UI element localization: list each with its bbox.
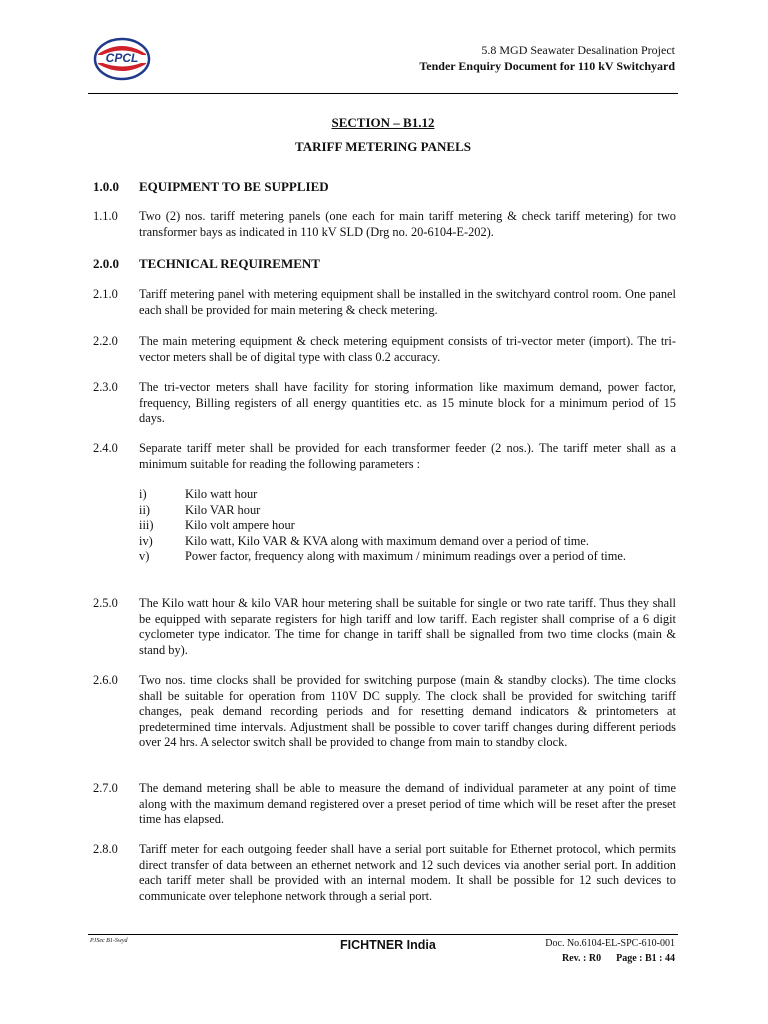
clause-2-4-0	[93, 441, 676, 472]
clause-number: 2.3.0	[93, 380, 118, 394]
clause-number: 2.1.0	[93, 287, 118, 301]
list-item-text: Kilo volt ampere hour	[185, 518, 295, 533]
clause-text: Tariff meter for each outgoing feeder shall have a serial port suitable for Ethernet protocol, which permits direct transfer of data between an ethernet network and 12 such devices via another serial port. In addition each tariff meter shall be provided with an internal modem. It shall be possible for 12 such devices to communicate over telephone network through a serial port.	[139, 842, 676, 903]
list-item	[139, 487, 669, 503]
clause-text: The Kilo watt hour & kilo VAR hour metering shall be suitable for single or two rate tariff. Thus they shall be equipped with separate registers for high tariff and low tariff. Each register shall comprise of a 6 digit cyclometer type indicator. The time for change in tariff shall be signalled from two time clocks (main & stand by).	[139, 596, 676, 657]
list-item	[139, 534, 669, 550]
parameter-list	[139, 487, 669, 565]
clause-2-1-0	[93, 287, 676, 318]
clause-2-7-0	[93, 781, 676, 828]
clause-text: Tariff metering panel with metering equipment shall be installed in the switchyard control room. One panel each shall be provided for main metering & check metering.	[139, 287, 676, 317]
clause-text: The main metering equipment & check metering equipment consists of tri-vector meter (import). The tri-vector meters shall be of digital type with class 0.2 accuracy.	[139, 334, 676, 364]
clause-number: 2.7.0	[93, 781, 118, 795]
list-item	[139, 503, 669, 519]
clause-number: 1.1.0	[93, 209, 118, 223]
footer-divider	[88, 934, 678, 935]
logo-text: CPCL	[105, 51, 139, 65]
clause-2-3-0	[93, 380, 676, 427]
clause-2-8-0	[93, 842, 676, 904]
list-item-text: Kilo VAR hour	[185, 502, 261, 517]
section-title: SECTION – B1.12	[331, 115, 435, 130]
clause-number: 2.8.0	[93, 842, 118, 856]
clause-1-1-0	[93, 209, 676, 240]
clause-text: Two nos. time clocks shall be provided for switching purpose (main & standby clocks). The time clocks shall be suitable for operation from 110V DC supply. The clock shall be provided for switching tariff changes, peak demand recording periods and for resetting demand indicators & printometers at predetermined time intervals. Adjustment shall be possible to cover tariff changes during different periods over 24 hrs. A selector switch shall be provided to change from main to standby clock.	[139, 673, 676, 750]
heading-number: 1.0.0	[93, 179, 119, 194]
list-item-number: v)	[139, 549, 150, 564]
clause-text: Separate tariff meter shall be provided for each transformer feeder (2 nos.). The tariff meter shall as a minimum suitable for reading the following parameters :	[139, 441, 676, 471]
list-item	[139, 518, 669, 534]
list-item-number: iii)	[139, 518, 154, 533]
page-header	[0, 0, 768, 100]
list-item-number: i)	[139, 487, 147, 501]
heading-text: EQUIPMENT TO BE SUPPLIED	[139, 179, 329, 194]
clause-text: Two (2) nos. tariff metering panels (one each for main tariff metering & check tariff metering) for two transformer bays as indicated in 110 kV SLD (Drg no. 20-6104-E-202).	[139, 209, 676, 239]
section-subtitle: TARIFF METERING PANELS	[295, 139, 471, 154]
clause-number: 2.5.0	[93, 596, 118, 610]
clause-2-5-0	[93, 596, 676, 658]
header-divider	[88, 93, 678, 94]
list-item-text: Kilo watt hour	[185, 487, 258, 501]
clause-text: The tri-vector meters shall have facility for storing information like maximum demand, power factor, frequency, Billing registers of all energy quantities etc. as 15 minute block for a minimum period of 15 days.	[139, 380, 676, 426]
header-project-name: 5.8 MGD Seawater Desalination Project	[481, 43, 675, 57]
list-item-text: Kilo watt, Kilo VAR & KVA along with maximum demand over a period of time.	[185, 533, 590, 548]
footer-file-ref: PJSec B1-Swyd	[90, 938, 128, 944]
cpcl-logo	[92, 36, 152, 82]
clause-number: 2.6.0	[93, 673, 118, 687]
footer-doc-number: Doc. No.6104-EL-SPC-610-001	[545, 938, 675, 949]
clause-2-6-0	[93, 673, 676, 751]
heading-text: TECHNICAL REQUIREMENT	[139, 256, 320, 271]
clause-2-2-0	[93, 334, 676, 365]
list-item-number: ii)	[139, 502, 151, 517]
footer-rev-page: Rev. : R0 Page : B1 : 44	[561, 953, 675, 964]
list-item	[139, 549, 669, 565]
list-item-text: Power factor, frequency along with maximum / minimum readings over a period of time.	[185, 549, 626, 564]
clause-number: 2.2.0	[93, 334, 118, 348]
heading-number: 2.0.0	[93, 256, 119, 271]
clause-number: 2.4.0	[93, 441, 118, 455]
clause-text: The demand metering shall be able to measure the demand of individual parameter at any point of time along with the maximum demand registered over a preset period of time which will be reset after the preset time has elapsed.	[139, 781, 676, 827]
list-item-number: iv)	[139, 533, 153, 548]
header-document-title: Tender Enquiry Document for 110 kV Switchyard	[419, 59, 675, 73]
footer-company: FICHTNER India	[340, 938, 436, 952]
